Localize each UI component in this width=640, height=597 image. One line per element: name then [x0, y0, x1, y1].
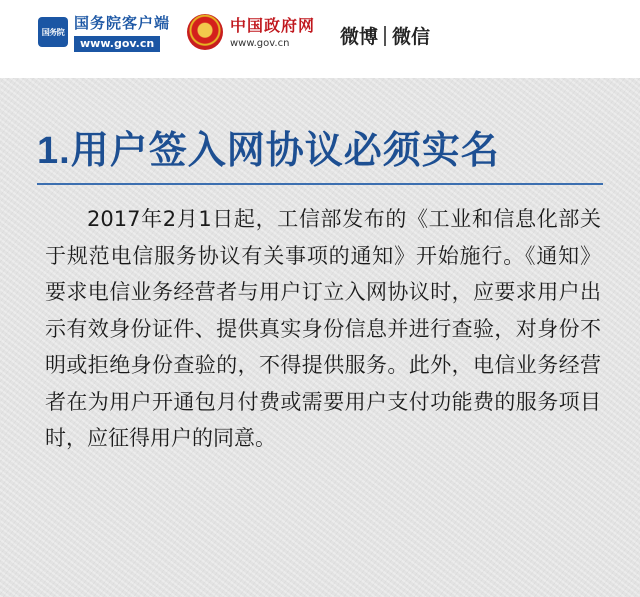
title-divider: [37, 183, 603, 185]
weixin-link[interactable]: 微信: [392, 26, 431, 48]
app-name: 国务院客户端: [74, 14, 171, 32]
header-bar: [0, 0, 640, 78]
article-body: 2017年2月1日起，工信部发布的《工业和信息化部关于规范电信服务协议有关事项的通知》开始施行。《通知》要求电信业务经营者与用户订立入网协议时，应要求用户出示有效身份证件、提供真实身份信息并进行查验，对身份不明或拒绝身份查验的，不得提供服务。此外，电信业务经营者在为用户开通包月付费或需要用户支付功能费的服务项目时，应征得用户的同意。: [45, 207, 601, 450]
gov-name: 中国政府网: [230, 16, 316, 35]
app-url: www.gov.cn: [74, 36, 160, 52]
gov-branding[interactable]: [230, 16, 315, 50]
app-logo-icon[interactable]: 国务院: [38, 17, 68, 47]
article-panel: [0, 78, 640, 597]
social-links: [340, 22, 430, 49]
social-divider: [384, 26, 386, 46]
gov-url: www.gov.cn: [230, 38, 290, 49]
app-branding[interactable]: [74, 14, 170, 52]
article-title: 1.用户签入网协议必须实名: [37, 130, 500, 172]
national-emblem-icon: [187, 14, 223, 50]
weibo-link[interactable]: 微博: [340, 26, 379, 48]
